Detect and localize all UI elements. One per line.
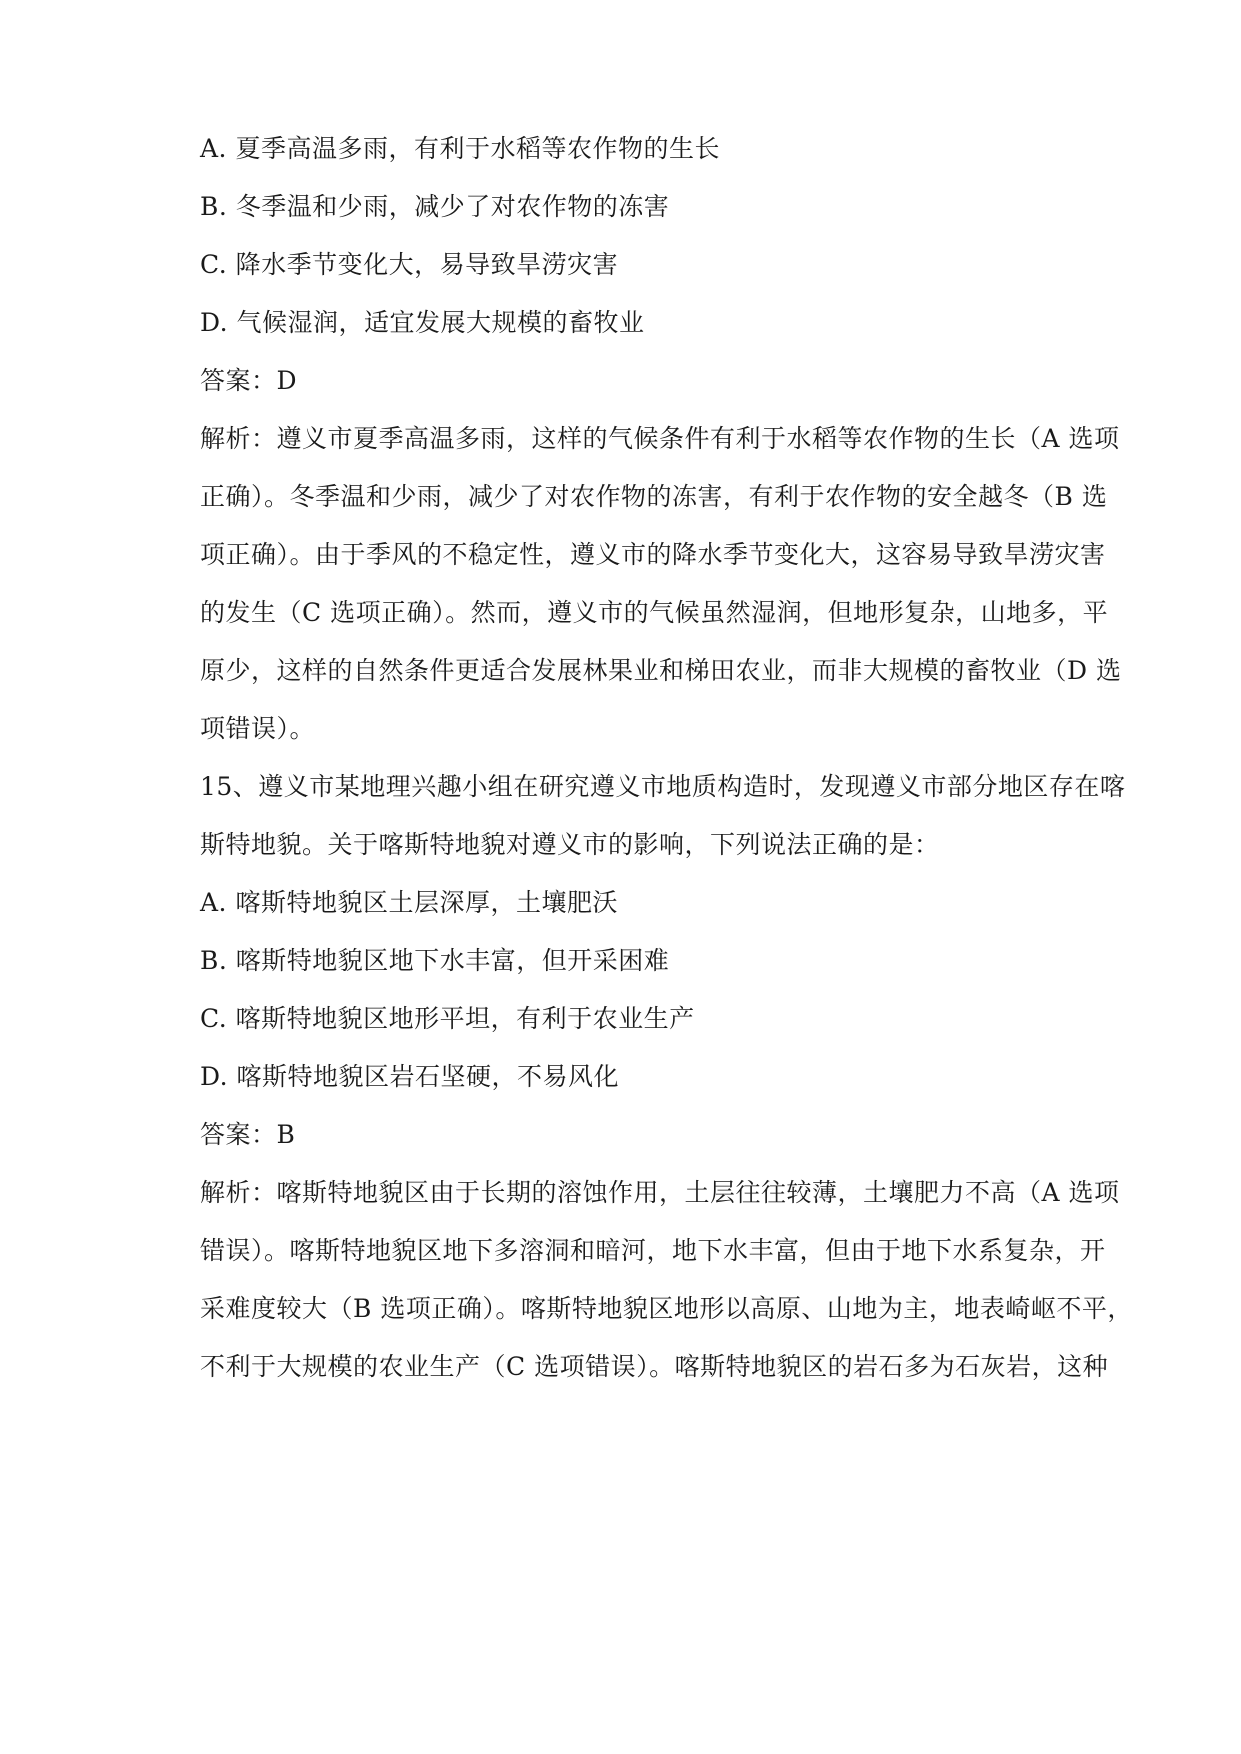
q14-analysis-line: 解析：遵义市夏季高温多雨，这样的气候条件有利于水稻等农作物的生长（A 选项	[200, 424, 1120, 453]
q14-analysis-line: 的发生（C 选项正确）。然而，遵义市的气候虽然湿润，但地形复杂，山地多，平	[200, 598, 1109, 627]
q15-stem-line: 15、遵义市某地理兴趣小组在研究遵义市地质构造时，发现遵义市部分地区存在喀	[200, 772, 1126, 801]
q14-analysis-line: 项错误）。	[200, 714, 316, 743]
q15-stem-line: 斯特地貌。关于喀斯特地貌对遵义市的影响，下列说法正确的是：	[200, 830, 940, 859]
q14-option-c: C. 降水季节变化大，易导致旱涝灾害	[200, 250, 619, 279]
q15-analysis-line: 解析：喀斯特地貌区由于长期的溶蚀作用，土层往往较薄，土壤肥力不高（A 选项	[200, 1178, 1120, 1207]
q14-analysis-line: 正确）。冬季温和少雨，减少了对农作物的冻害，有利于农作物的安全越冬（B 选	[200, 482, 1108, 511]
q14-answer: 答案：D	[200, 366, 298, 395]
q14-option-a: A. 夏季高温多雨，有利于水稻等农作物的生长	[200, 134, 720, 163]
q15-analysis-line: 不利于大规模的农业生产（C 选项错误）。喀斯特地貌区的岩石多为石灰岩，这种	[200, 1352, 1109, 1381]
q14-option-d: D. 气候湿润，适宜发展大规模的畜牧业	[200, 308, 645, 337]
q15-analysis-line: 采难度较大（B 选项正确）。喀斯特地貌区地形以高原、山地为主，地表崎岖不平，	[200, 1294, 1133, 1323]
q14-analysis-line: 原少，这样的自然条件更适合发展林果业和梯田农业，而非大规模的畜牧业（D 选	[200, 656, 1122, 685]
q15-answer: 答案：B	[200, 1120, 296, 1149]
q15-option-b: B. 喀斯特地貌区地下水丰富，但开采困难	[200, 946, 670, 975]
q14-option-b: B. 冬季温和少雨，减少了对农作物的冻害	[200, 192, 670, 221]
q15-option-c: C. 喀斯特地貌区地形平坦，有利于农业生产	[200, 1004, 695, 1033]
q15-option-d: D. 喀斯特地貌区岩石坚硬，不易风化	[200, 1062, 620, 1091]
q15-option-a: A. 喀斯特地貌区土层深厚，土壤肥沃	[200, 888, 618, 917]
q14-analysis-line: 项正确）。由于季风的不稳定性，遵义市的降水季节变化大，这容易导致旱涝灾害	[200, 540, 1106, 569]
q15-analysis-line: 错误）。喀斯特地貌区地下多溶洞和暗河，地下水丰富，但由于地下水系复杂，开	[200, 1236, 1106, 1265]
